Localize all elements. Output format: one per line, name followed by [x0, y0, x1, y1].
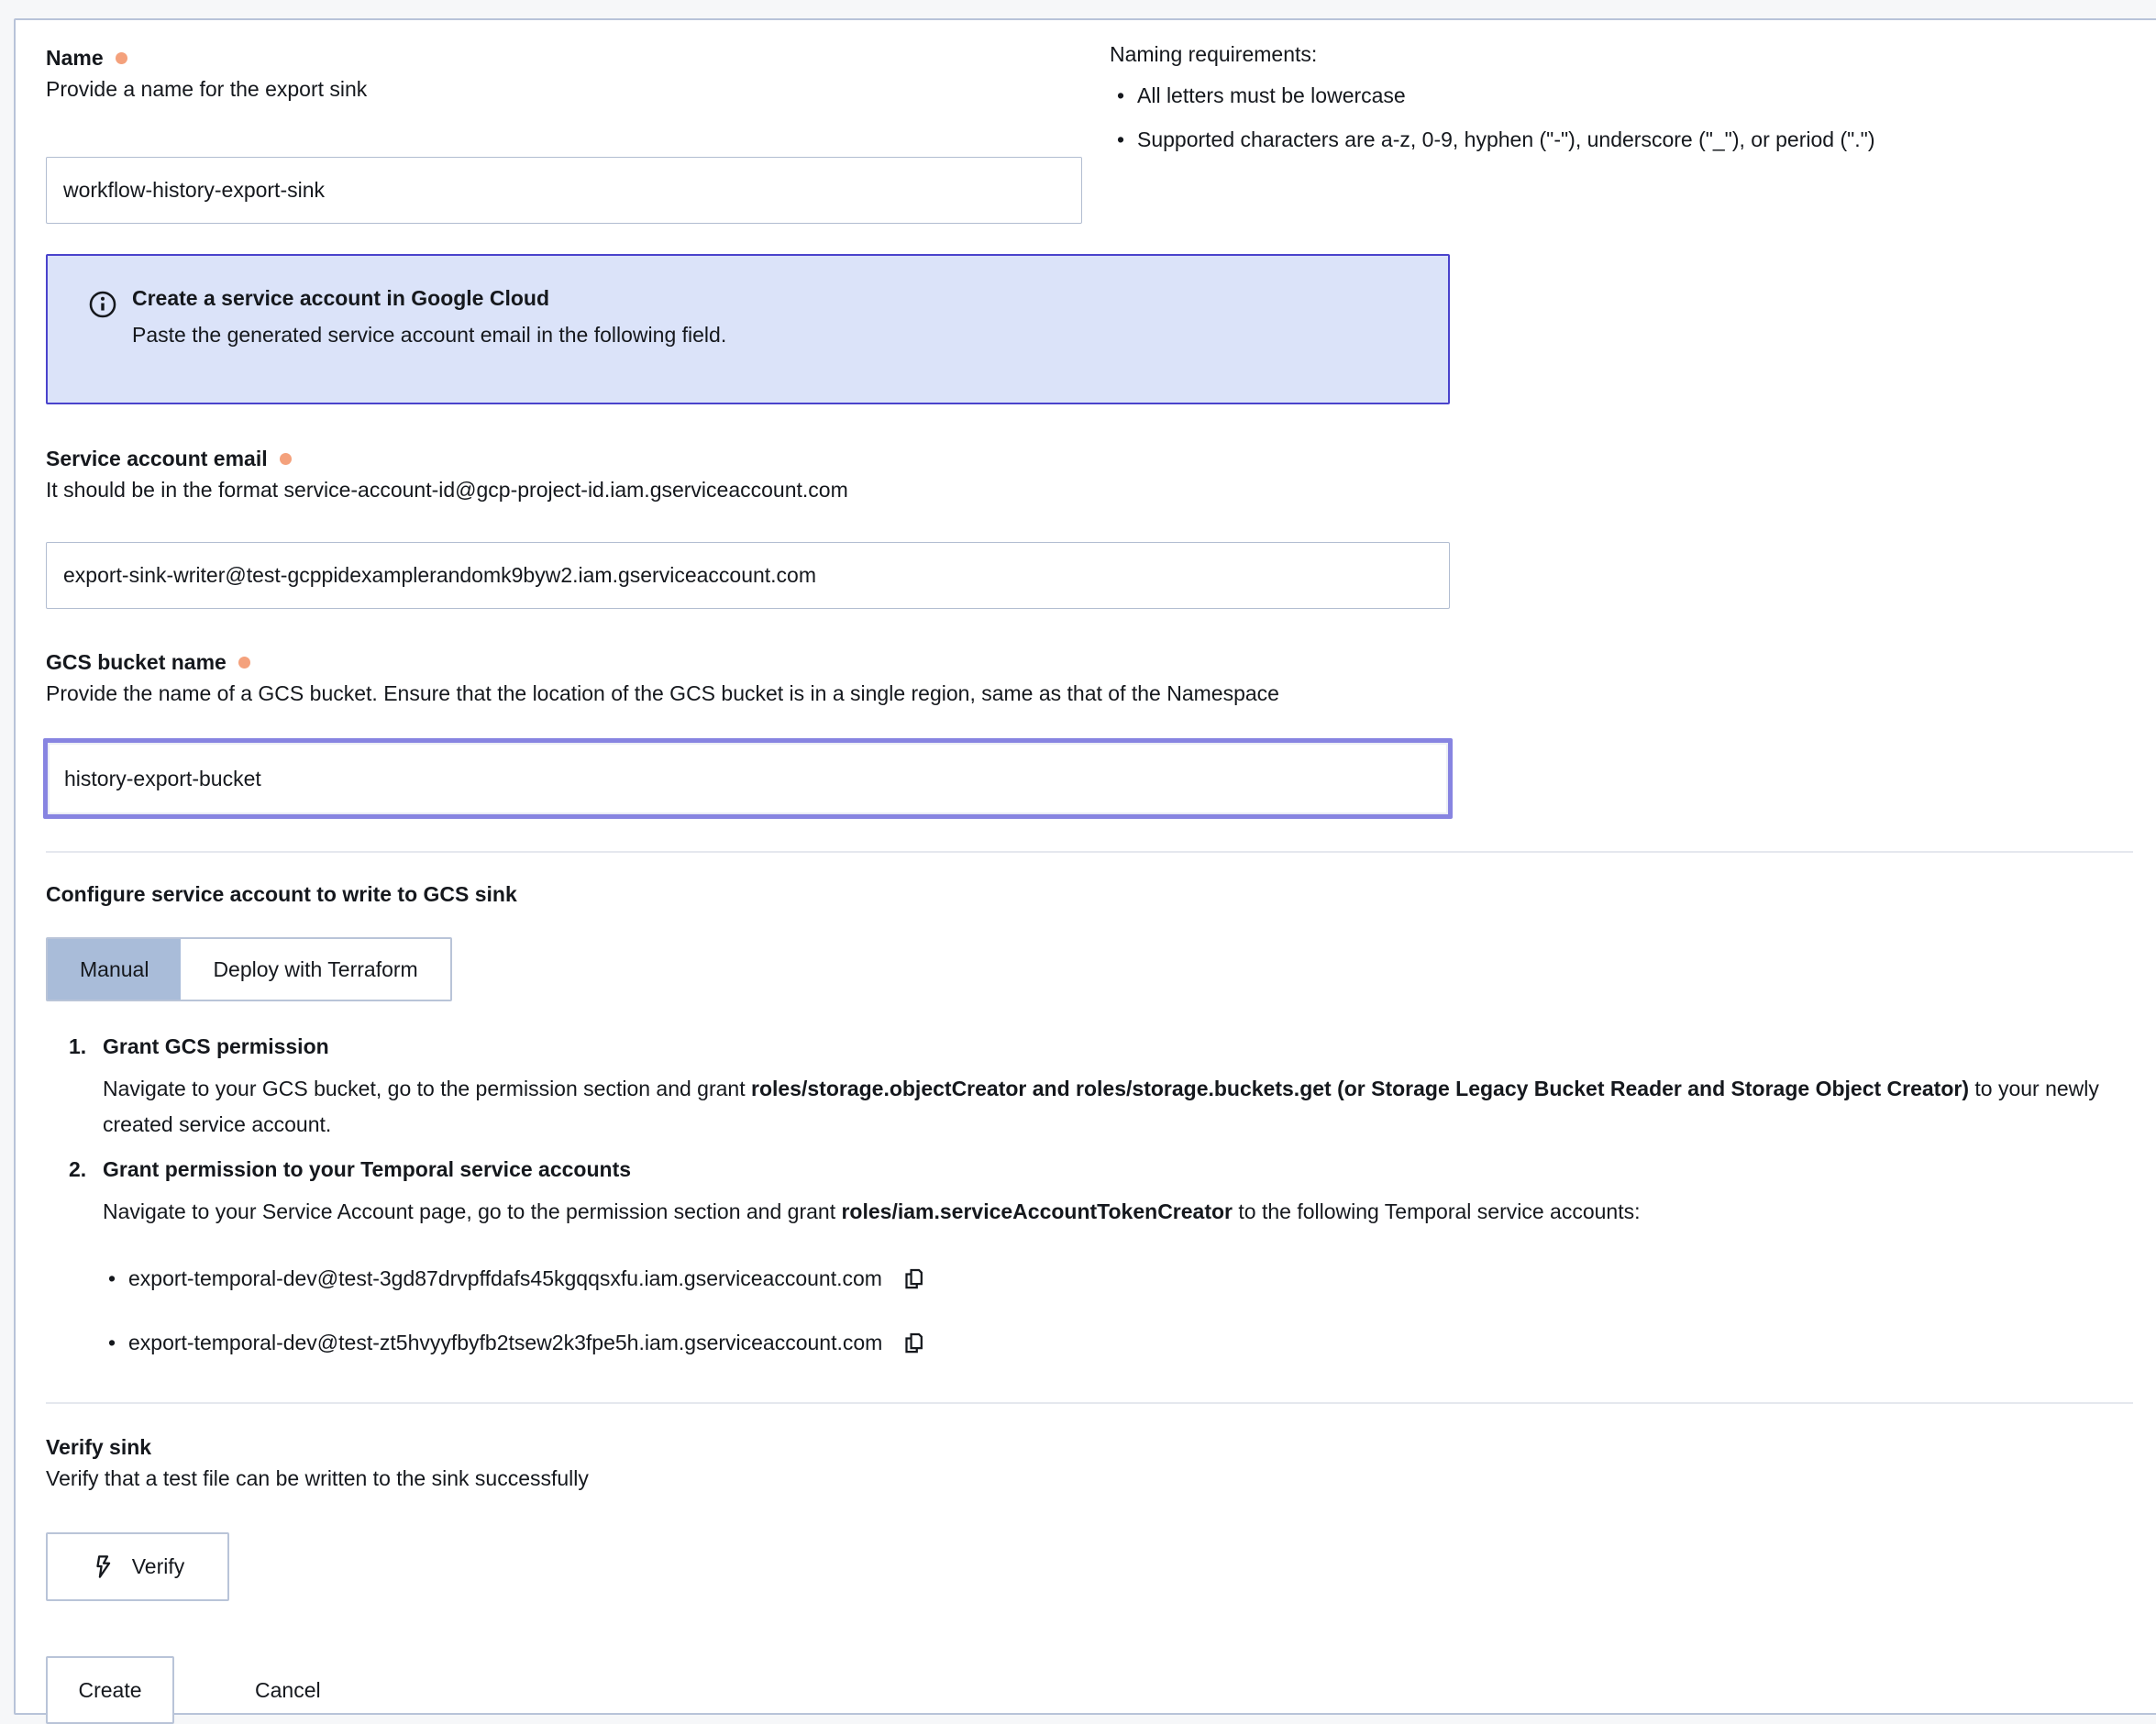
- verify-section: [46, 1431, 2125, 1601]
- naming-requirement-item: • Supported characters are a-z, 0-9, hyphen ("-"), underscore ("_"), or period ("."): [1110, 124, 2125, 155]
- copy-icon: [902, 1331, 927, 1355]
- step-title: Grant permission to your Temporal service accounts: [103, 1157, 632, 1181]
- service-account-label: [46, 443, 2125, 474]
- info-banner-title: Create a service account in Google Cloud: [132, 286, 550, 310]
- configure-section-title: Configure service account to write to GCS sink: [46, 882, 517, 906]
- bucket-section: [46, 646, 2125, 819]
- name-label-text: Name: [46, 46, 104, 70]
- name-section: [46, 42, 2125, 224]
- required-dot: [280, 453, 292, 465]
- service-account-section: [46, 443, 2125, 609]
- service-account-label-text: Service account email: [46, 447, 268, 470]
- name-input[interactable]: [46, 157, 1082, 224]
- configure-section: [46, 882, 2125, 1358]
- service-account-description: It should be in the format service-account-id@gcp-project-id.iam.gserviceaccount.com: [46, 478, 848, 502]
- step-instructions: [103, 1194, 2102, 1230]
- temporal-account-email: • export-temporal-dev@test-zt5hvyyfbyfb2tsew2k3fpe5h.iam.gserviceaccount.com: [128, 1331, 883, 1354]
- cancel-button[interactable]: Cancel: [255, 1677, 321, 1702]
- bucket-description: Provide the name of a GCS bucket. Ensure that the location of the GCS bucket is in a single region, same as that of the Namespace: [46, 681, 1279, 705]
- temporal-account-item: [108, 1263, 2125, 1294]
- verify-button-label: Verify: [131, 1554, 185, 1578]
- required-dot: [238, 657, 250, 669]
- tab-deploy-with-terraform[interactable]: Deploy with Terraform: [181, 939, 449, 1000]
- step-text-roles: roles/iam.serviceAccountTokenCreator: [841, 1199, 1233, 1223]
- info-banner: [46, 254, 1450, 404]
- step-grant-temporal-permission: [69, 1154, 2125, 1358]
- step-text: Navigate to your Service Account page, go to the permission section and grant: [103, 1199, 842, 1223]
- bucket-label-text: GCS bucket name: [46, 650, 227, 674]
- deploy-method-tabs: [46, 937, 452, 1001]
- tab-manual[interactable]: Manual: [48, 939, 181, 1000]
- required-dot: [116, 52, 127, 64]
- name-label: [46, 42, 1082, 73]
- section-divider: [46, 1402, 2133, 1404]
- step-text: Navigate to your GCS bucket, go to the permission section and grant: [103, 1077, 751, 1100]
- verify-button[interactable]: [46, 1532, 229, 1601]
- info-circle-icon: [87, 289, 118, 320]
- temporal-account-email: • export-temporal-dev@test-3gd87drvpffdafs45kgqqsxfu.iam.gserviceaccount.com: [128, 1266, 882, 1290]
- lightning-bolt-icon: [91, 1553, 117, 1580]
- temporal-service-accounts: [108, 1263, 2125, 1358]
- form-actions: [46, 1656, 2125, 1724]
- step-grant-gcs-permission: [69, 1031, 2125, 1143]
- section-divider: [46, 851, 2133, 853]
- copy-account-button[interactable]: [902, 1331, 927, 1355]
- step-instructions: [103, 1071, 2102, 1143]
- temporal-account-item: [108, 1327, 2125, 1358]
- naming-requirements-title: Naming requirements:: [1110, 42, 1318, 66]
- step-number: 2.: [69, 1157, 87, 1181]
- create-button[interactable]: Create: [46, 1656, 174, 1724]
- step-title: Grant GCS permission: [103, 1034, 329, 1058]
- service-account-input[interactable]: [46, 542, 1450, 609]
- step-text: to your newly created service account.: [103, 1077, 2099, 1136]
- info-banner-body: Paste the generated service account email in the following field.: [132, 323, 727, 347]
- copy-account-button[interactable]: [902, 1266, 927, 1291]
- bucket-label: [46, 646, 2125, 678]
- verify-sink-description: Verify that a test file can be written to the sink successfully: [46, 1466, 589, 1490]
- verify-sink-title: Verify sink: [46, 1435, 152, 1459]
- naming-requirement-item: • All letters must be lowercase: [1110, 80, 2125, 111]
- name-description: Provide a name for the export sink: [46, 77, 368, 101]
- copy-icon: [902, 1266, 927, 1291]
- naming-requirements: [1110, 42, 2125, 155]
- bucket-input[interactable]: [43, 738, 1453, 819]
- step-text: to the following Temporal service accounts:: [1233, 1199, 1641, 1223]
- step-text-roles: roles/storage.objectCreator and roles/storage.buckets.get (or Storage Legacy Bucket Reader and Storage Object Creator): [751, 1077, 1969, 1100]
- export-sink-form: [14, 18, 2156, 1715]
- step-number: 1.: [69, 1034, 87, 1058]
